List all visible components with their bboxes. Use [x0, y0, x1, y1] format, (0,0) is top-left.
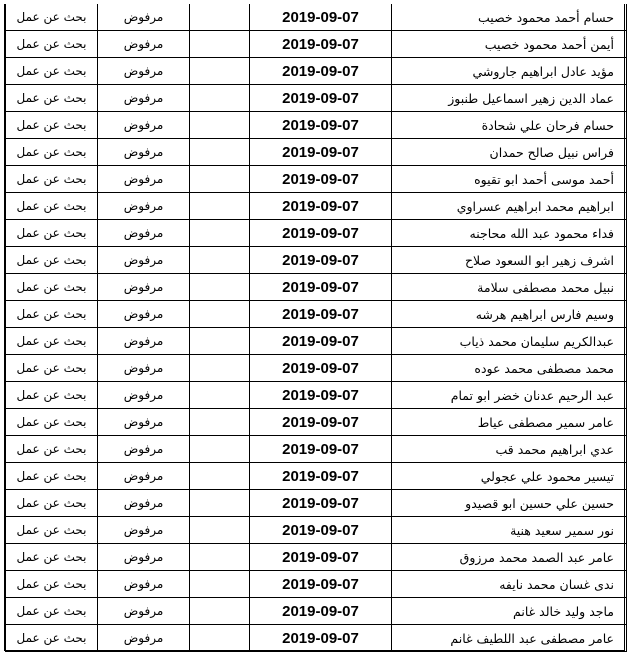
- reason-cell: بحث عن عمل: [6, 166, 98, 193]
- table-row: [6, 301, 627, 328]
- reason-cell: بحث عن عمل: [6, 409, 98, 436]
- applicant-name-cell: نور سمير سعيد هنية: [392, 517, 627, 544]
- applications-sheet: [4, 4, 625, 651]
- empty-cell: [190, 328, 250, 355]
- empty-cell: [190, 544, 250, 571]
- reason-cell: بحث عن عمل: [6, 571, 98, 598]
- date-cell: 2019-09-07: [250, 328, 392, 355]
- table-row: [6, 544, 627, 571]
- applicant-name-cell: عماد الدين زهير اسماعيل طنبوز: [392, 85, 627, 112]
- date-cell: 2019-09-07: [250, 382, 392, 409]
- table-row: [6, 4, 627, 31]
- reason-cell: بحث عن عمل: [6, 625, 98, 652]
- applicant-name-cell: حسام أحمد محمود خصيب: [392, 4, 627, 31]
- empty-cell: [190, 31, 250, 58]
- status-cell: مرفوض: [98, 139, 190, 166]
- status-cell: مرفوض: [98, 274, 190, 301]
- date-cell: 2019-09-07: [250, 31, 392, 58]
- reason-cell: بحث عن عمل: [6, 382, 98, 409]
- status-cell: مرفوض: [98, 328, 190, 355]
- status-cell: مرفوض: [98, 571, 190, 598]
- table-row: [6, 166, 627, 193]
- status-cell: مرفوض: [98, 598, 190, 625]
- date-cell: 2019-09-07: [250, 193, 392, 220]
- applicant-name-cell: تيسير محمود علي عجولي: [392, 463, 627, 490]
- applicant-name-cell: حسين علي حسين ابو قصيدو: [392, 490, 627, 517]
- reason-cell: بحث عن عمل: [6, 490, 98, 517]
- status-cell: مرفوض: [98, 382, 190, 409]
- date-cell: 2019-09-07: [250, 409, 392, 436]
- table-row: [6, 598, 627, 625]
- reason-cell: بحث عن عمل: [6, 328, 98, 355]
- table-row: [6, 220, 627, 247]
- empty-cell: [190, 4, 250, 31]
- empty-cell: [190, 112, 250, 139]
- table-row: [6, 436, 627, 463]
- reason-cell: بحث عن عمل: [6, 58, 98, 85]
- table-row: [6, 112, 627, 139]
- empty-cell: [190, 193, 250, 220]
- status-cell: مرفوض: [98, 31, 190, 58]
- empty-cell: [190, 517, 250, 544]
- date-cell: 2019-09-07: [250, 301, 392, 328]
- applicant-name-cell: عامر عبد الصمد محمد مرزوق: [392, 544, 627, 571]
- date-cell: 2019-09-07: [250, 355, 392, 382]
- empty-cell: [190, 85, 250, 112]
- applicant-name-cell: مؤيد عادل ابراهيم جاروشي: [392, 58, 627, 85]
- status-cell: مرفوض: [98, 301, 190, 328]
- date-cell: 2019-09-07: [250, 112, 392, 139]
- applicant-name-cell: عامر سمير مصطفى عياط: [392, 409, 627, 436]
- status-cell: مرفوض: [98, 247, 190, 274]
- date-cell: 2019-09-07: [250, 463, 392, 490]
- applicant-name-cell: فداء محمود عبد الله محاجنه: [392, 220, 627, 247]
- applicant-name-cell: أيمن أحمد محمود خصيب: [392, 31, 627, 58]
- date-cell: 2019-09-07: [250, 436, 392, 463]
- empty-cell: [190, 409, 250, 436]
- reason-cell: بحث عن عمل: [6, 274, 98, 301]
- table-row: [6, 31, 627, 58]
- date-cell: 2019-09-07: [250, 490, 392, 517]
- reason-cell: بحث عن عمل: [6, 139, 98, 166]
- empty-cell: [190, 355, 250, 382]
- table-row: [6, 517, 627, 544]
- table-row: [6, 571, 627, 598]
- empty-cell: [190, 463, 250, 490]
- applicant-name-cell: ابراهيم محمد ابراهيم عسراوي: [392, 193, 627, 220]
- table-body: [6, 4, 627, 652]
- applicant-name-cell: حسام فرحان علي شحادة: [392, 112, 627, 139]
- reason-cell: بحث عن عمل: [6, 193, 98, 220]
- status-cell: مرفوض: [98, 436, 190, 463]
- table-row: [6, 382, 627, 409]
- status-cell: مرفوض: [98, 166, 190, 193]
- status-cell: مرفوض: [98, 463, 190, 490]
- applicant-name-cell: عبد الرحيم عدنان خضر ابو تمام: [392, 382, 627, 409]
- applicant-name-cell: أحمد موسى أحمد ابو تقيوه: [392, 166, 627, 193]
- empty-cell: [190, 625, 250, 652]
- applicant-name-cell: وسيم فارس ابراهيم هرشه: [392, 301, 627, 328]
- applicant-name-cell: فراس نبيل صالح حمدان: [392, 139, 627, 166]
- date-cell: 2019-09-07: [250, 517, 392, 544]
- empty-cell: [190, 220, 250, 247]
- reason-cell: بحث عن عمل: [6, 355, 98, 382]
- reason-cell: بحث عن عمل: [6, 517, 98, 544]
- reason-cell: بحث عن عمل: [6, 436, 98, 463]
- status-cell: مرفوض: [98, 409, 190, 436]
- status-cell: مرفوض: [98, 355, 190, 382]
- empty-cell: [190, 571, 250, 598]
- reason-cell: بحث عن عمل: [6, 4, 98, 31]
- date-cell: 2019-09-07: [250, 274, 392, 301]
- table-row: [6, 85, 627, 112]
- table-row: [6, 247, 627, 274]
- applicant-name-cell: ماجد وليد خالد غانم: [392, 598, 627, 625]
- applicant-name-cell: عبدالكريم سليمان محمد ذياب: [392, 328, 627, 355]
- table-row: [6, 193, 627, 220]
- date-cell: 2019-09-07: [250, 247, 392, 274]
- status-cell: مرفوض: [98, 517, 190, 544]
- date-cell: 2019-09-07: [250, 139, 392, 166]
- empty-cell: [190, 274, 250, 301]
- status-cell: مرفوض: [98, 625, 190, 652]
- empty-cell: [190, 247, 250, 274]
- date-cell: 2019-09-07: [250, 598, 392, 625]
- status-cell: مرفوض: [98, 220, 190, 247]
- applicant-name-cell: اشرف زهير ابو السعود صلاح: [392, 247, 627, 274]
- reason-cell: بحث عن عمل: [6, 31, 98, 58]
- table-row: [6, 409, 627, 436]
- status-cell: مرفوض: [98, 58, 190, 85]
- reason-cell: بحث عن عمل: [6, 85, 98, 112]
- reason-cell: بحث عن عمل: [6, 544, 98, 571]
- empty-cell: [190, 301, 250, 328]
- applicant-name-cell: محمد مصطفى محمد عوده: [392, 355, 627, 382]
- date-cell: 2019-09-07: [250, 544, 392, 571]
- empty-cell: [190, 139, 250, 166]
- status-cell: مرفوض: [98, 4, 190, 31]
- date-cell: 2019-09-07: [250, 625, 392, 652]
- status-cell: مرفوض: [98, 544, 190, 571]
- date-cell: 2019-09-07: [250, 4, 392, 31]
- applicant-name-cell: عامر مصطفى عبد اللطيف غانم: [392, 625, 627, 652]
- date-cell: 2019-09-07: [250, 571, 392, 598]
- empty-cell: [190, 598, 250, 625]
- table-row: [6, 625, 627, 652]
- empty-cell: [190, 490, 250, 517]
- applicant-name-cell: نبيل محمد مصطفى سلامة: [392, 274, 627, 301]
- reason-cell: بحث عن عمل: [6, 112, 98, 139]
- date-cell: 2019-09-07: [250, 166, 392, 193]
- table-row: [6, 58, 627, 85]
- table-row: [6, 463, 627, 490]
- applicant-name-cell: عدي ابراهيم محمد قب: [392, 436, 627, 463]
- table-row: [6, 490, 627, 517]
- reason-cell: بحث عن عمل: [6, 247, 98, 274]
- table-row: [6, 139, 627, 166]
- empty-cell: [190, 166, 250, 193]
- date-cell: 2019-09-07: [250, 58, 392, 85]
- reason-cell: بحث عن عمل: [6, 598, 98, 625]
- reason-cell: بحث عن عمل: [6, 220, 98, 247]
- date-cell: 2019-09-07: [250, 220, 392, 247]
- empty-cell: [190, 436, 250, 463]
- reason-cell: بحث عن عمل: [6, 301, 98, 328]
- status-cell: مرفوض: [98, 112, 190, 139]
- status-cell: مرفوض: [98, 85, 190, 112]
- table-row: [6, 328, 627, 355]
- date-cell: 2019-09-07: [250, 85, 392, 112]
- status-cell: مرفوض: [98, 193, 190, 220]
- table-row: [6, 355, 627, 382]
- applications-table: [5, 4, 627, 652]
- empty-cell: [190, 58, 250, 85]
- reason-cell: بحث عن عمل: [6, 463, 98, 490]
- status-cell: مرفوض: [98, 490, 190, 517]
- table-row: [6, 274, 627, 301]
- applicant-name-cell: ندى غسان محمد نايفه: [392, 571, 627, 598]
- empty-cell: [190, 382, 250, 409]
